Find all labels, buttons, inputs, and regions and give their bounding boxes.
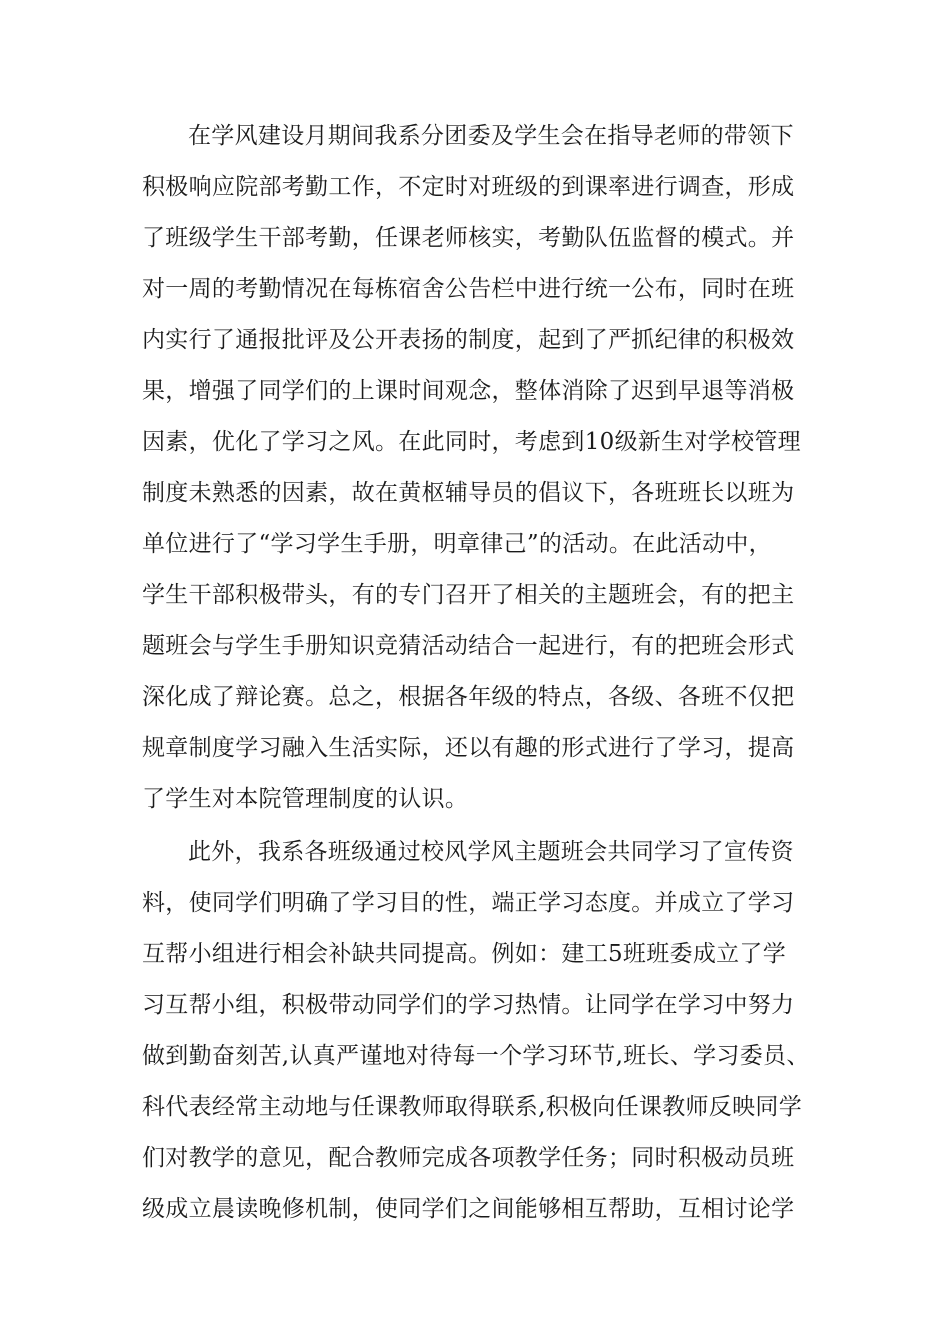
paragraph-line: 规章制度学习融入生活实际，还以有趣的形式进行了学习，提高 bbox=[142, 735, 795, 761]
paragraph-line: 制度未熟悉的因素，故在黄枢辅导员的倡议下，各班班长以班为 bbox=[142, 480, 795, 506]
paragraph-study-groups bbox=[142, 827, 810, 1235]
paragraph-line: 因素，优化了学习之风。在此同时，考虑到10级新生对学校管理 bbox=[142, 429, 801, 455]
paragraph-attendance bbox=[142, 111, 810, 825]
paragraph-line: 深化成了辩论赛。总之，根据各年级的特点，各级、各班不仅把 bbox=[142, 684, 795, 710]
paragraph-line: 题班会与学生手册知识竞猜活动结合一起进行，有的把班会形式 bbox=[142, 633, 795, 659]
paragraph-line: 了班级学生干部考勤，任课老师核实，考勤队伍监督的模式。并 bbox=[142, 225, 795, 251]
paragraph-line: 级成立晨读晚修机制，使同学们之间能够相互帮助，互相讨论学 bbox=[142, 1196, 795, 1222]
paragraph-line: 果，增强了同学们的上课时间观念，整体消除了迟到早退等消极 bbox=[142, 378, 795, 404]
paragraph-line: 学生干部积极带头，有的专门召开了相关的主题班会，有的把主 bbox=[142, 582, 795, 608]
paragraph-line: 对一周的考勤情况在每栋宿舍公告栏中进行统一公布，同时在班 bbox=[142, 276, 795, 302]
paragraph-line: 单位进行了“学习学生手册，明章律己”的活动。在此活动中， bbox=[142, 531, 772, 557]
paragraph-line: 内实行了通报批评及公开表扬的制度，起到了严抓纪律的积极效 bbox=[142, 327, 795, 353]
paragraph-line: 习互帮小组，积极带动同学们的学习热情。让同学在学习中努力 bbox=[142, 992, 795, 1018]
paragraph-line: 料，使同学们明确了学习目的性，端正学习态度。并成立了学习 bbox=[142, 890, 795, 916]
paragraph-line: 做到勤奋刻苦,认真严谨地对待每一个学习环节,班长、学习委员、 bbox=[142, 1043, 810, 1069]
paragraph-line: 互帮小组进行相会补缺共同提高。例如：建工5班班委成立了学 bbox=[142, 941, 787, 967]
paragraph-line: 科代表经常主动地与任课教师取得联系,积极向任课教师反映同学 bbox=[142, 1094, 803, 1120]
paragraph-line: 们对教学的意见，配合教师完成各项教学任务；同时积极动员班 bbox=[142, 1145, 795, 1171]
paragraph-line: 积极响应院部考勤工作，不定时对班级的到课率进行调查，形成 bbox=[142, 174, 795, 200]
paragraph-line: 此外，我系各班级通过校风学风主题班会共同学习了宣传资 bbox=[188, 839, 794, 865]
paragraph-line: 在学风建设月期间我系分团委及学生会在指导老师的带领下 bbox=[188, 123, 794, 149]
paragraph-line: 了学生对本院管理制度的认识。 bbox=[142, 786, 469, 812]
